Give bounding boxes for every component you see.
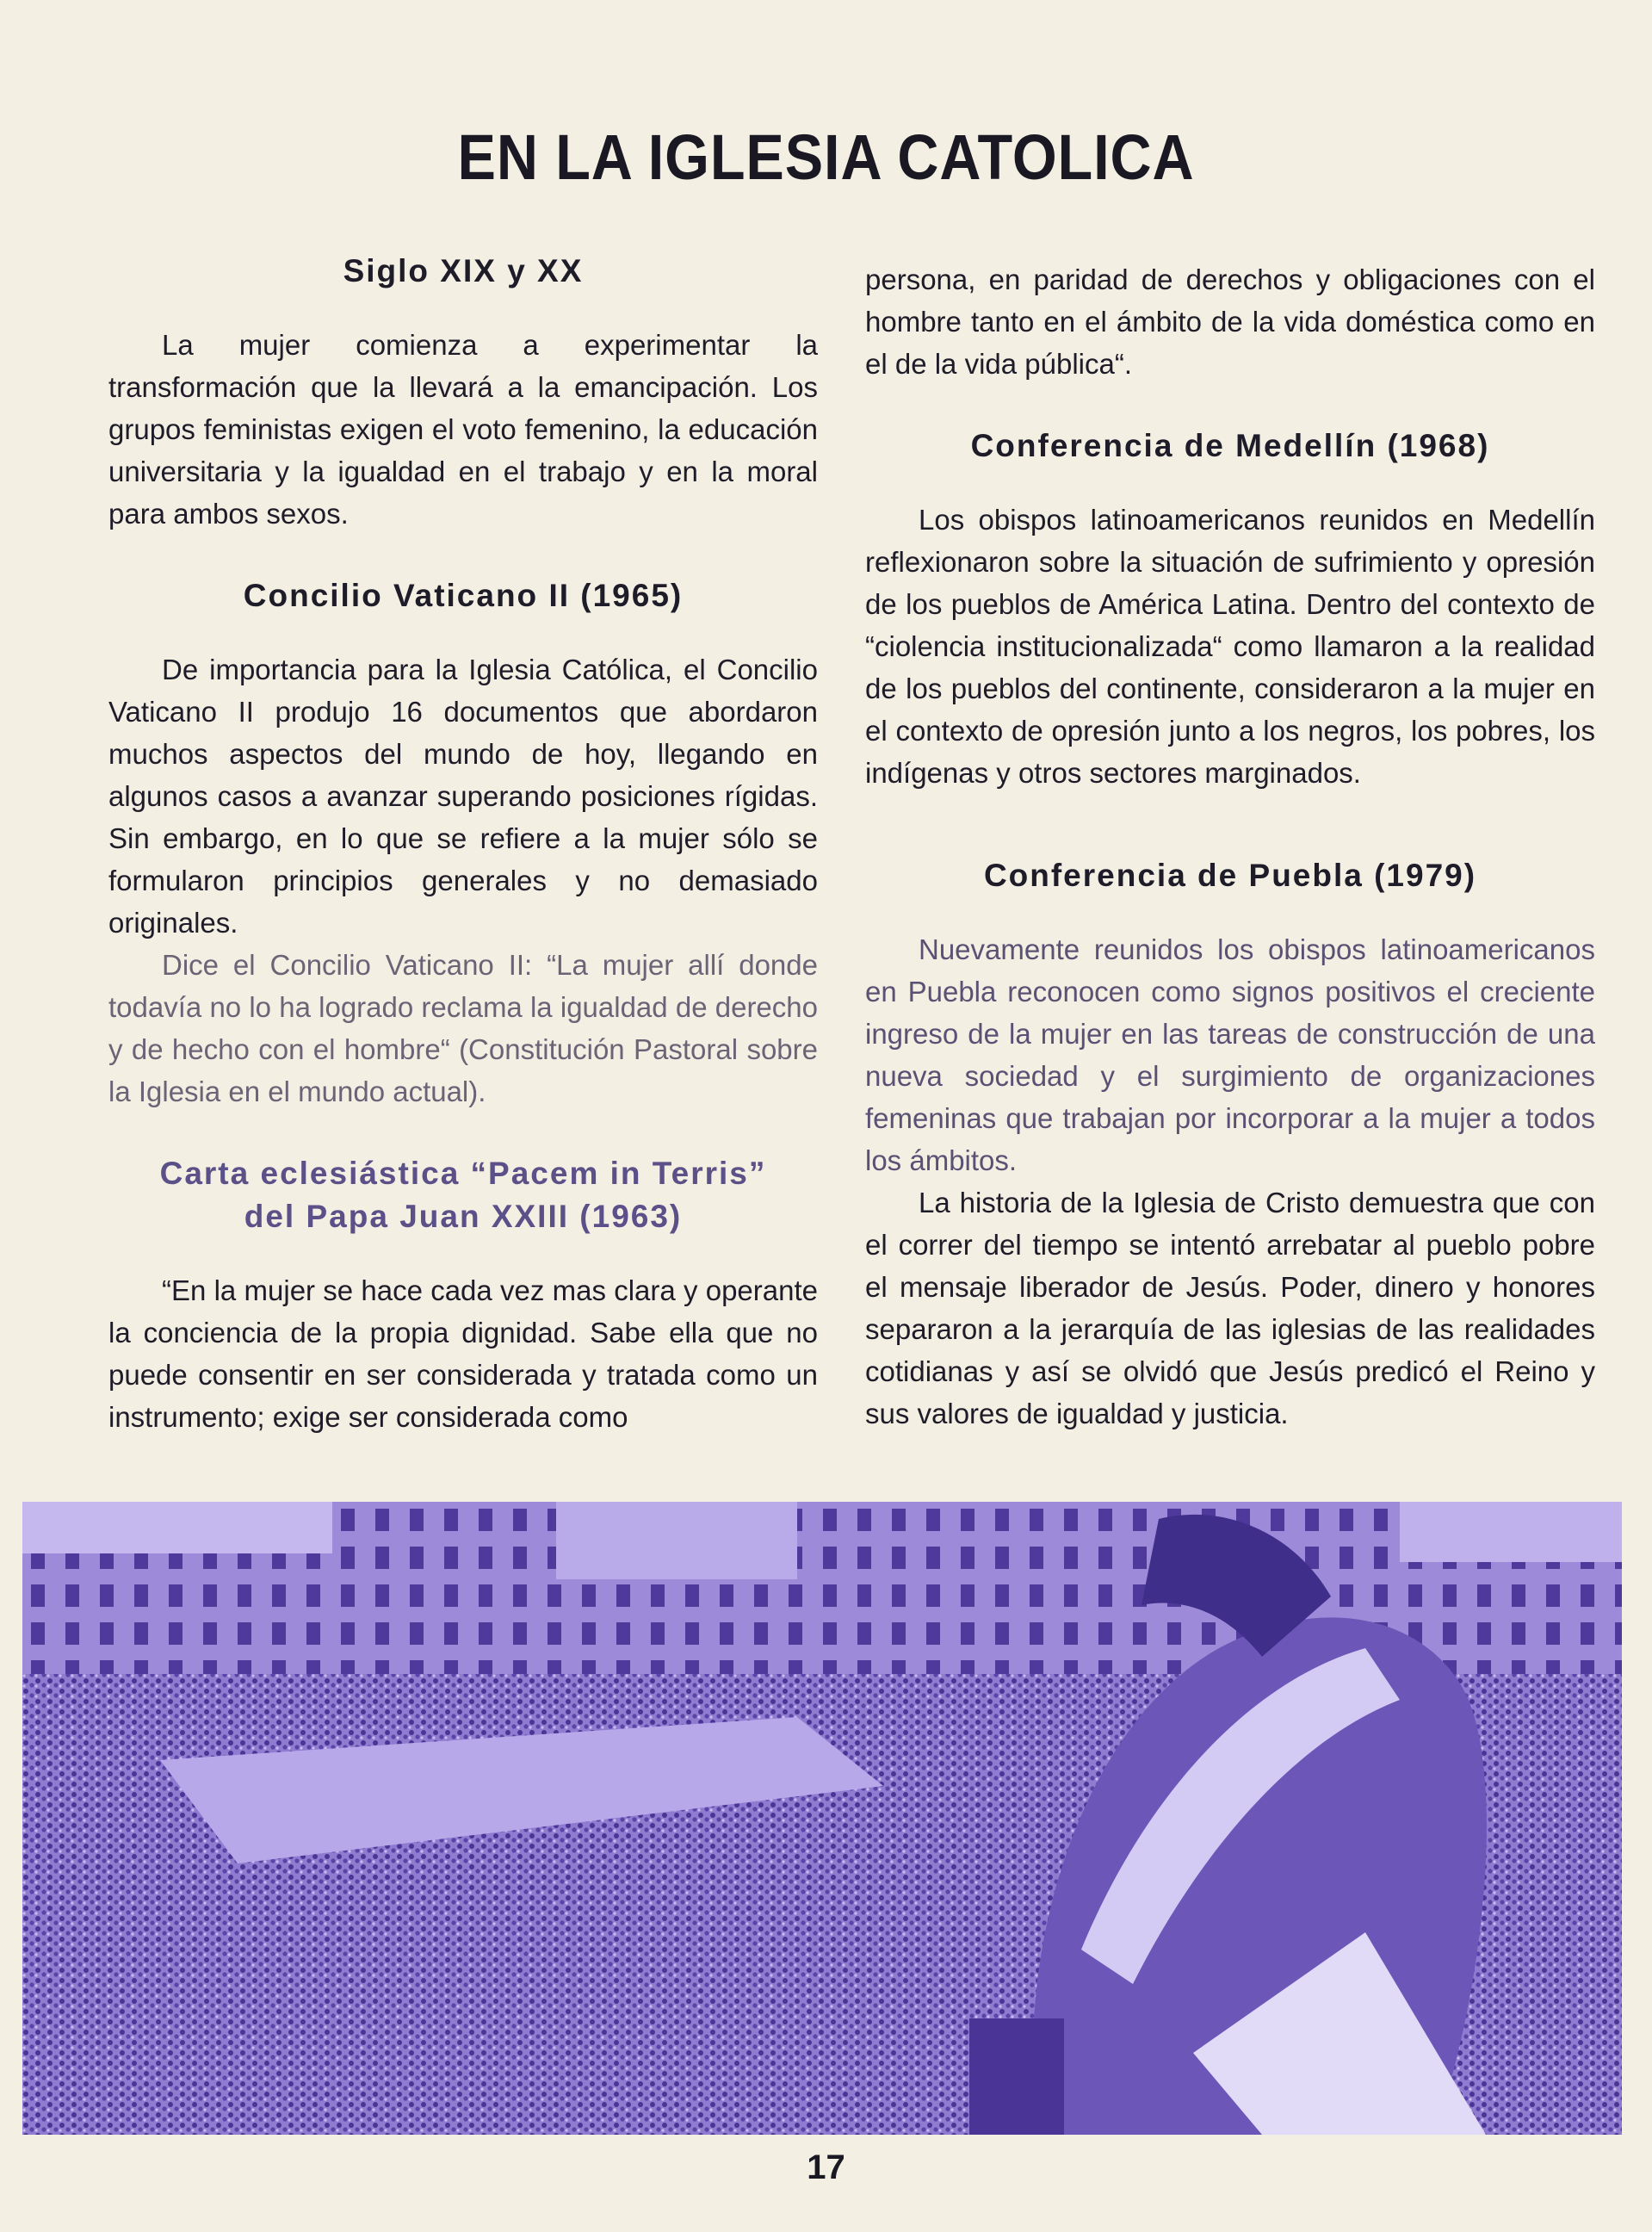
section-heading-pacem-line1: Carta eclesiástica “Pacem in Terris”	[159, 1156, 767, 1191]
section-heading-siglo: Siglo XIX y XX	[343, 253, 584, 288]
paragraph-vaticano-1: De importancia para la Iglesia Católica, el Concilio Vaticano II produjo 16 documentos que abordaron muchos aspectos del mundo de hoy, llegando en algunos casos a avanzar superando posiciones rígidas. Sin embargo, en lo que se refiere a la mujer sólo se formularon principios generales y no demasiado originales.	[108, 654, 818, 939]
paragraph-puebla-2: La historia de la Iglesia de Cristo demuestra que con el correr del tiempo se intentó arrebatar al pueblo pobre el mensaje liberador de Jesús. Poder, dinero y honores separaron a la jerarquía de las iglesias de las realidades cotidianas y así se olvidó que Jesús predicó el Reino y sus valores de igualdad y justicia.	[865, 1187, 1595, 1429]
section-heading-puebla: Conferencia de Puebla (1979)	[983, 858, 1477, 893]
paragraph-siglo: La mujer comienza a experimentar la transformación que la llevará a la emancipación. Los grupos feministas exigen el voto femenino, la educación universitaria y la igualdad en el trabajo y en la moral para ambos sexos.	[108, 329, 818, 530]
section-heading-vaticano: Concilio Vaticano II (1965)	[243, 578, 684, 613]
section-heading-pacem	[108, 1152, 818, 1238]
paragraph-puebla-1: Nuevamente reunidos los obispos latinoamericanos en Puebla reconocen como signos positivos el creciente ingreso de la mujer en las tareas de construcción de una nueva sociedad y el surgimiento de organizaciones femeninas que trabajan por incorporar a la mujer a todos los ámbitos.	[865, 933, 1595, 1176]
crowd-photo	[22, 1502, 1622, 2135]
paragraph-vaticano-2: Dice el Concilio Vaticano II: “La mujer allí donde todavía no lo ha logrado reclama la igualdad de derecho y de hecho con el hombre“ (Constitución Pastoral sobre la Iglesia en el mundo actual).	[108, 949, 818, 1107]
crowd-photo-illustration	[22, 1502, 1622, 2135]
paragraph-medellin: Los obispos latinoamericanos reunidos en Medellín reflexionaron sobre la situación de sufrimiento y opresión de los pueblos de América Latina. Dentro del contexto de “ciolencia institucionalizada“ como llamaron a la realidad de los pueblos del continente, consideraron a la mujer en el contexto de opresión junto a los negros, los pobres, los indígenas y otros sectores marginados.	[865, 504, 1595, 789]
page-number: 17	[807, 2148, 845, 2186]
section-heading-pacem-line2: del Papa Juan XXIII (1963)	[244, 1199, 683, 1234]
paragraph-pacem: “En la mujer se hace cada vez mas clara y operante la conciencia de la propia dignidad. Sabe ella que no puede consentir en ser considerada y tratada como un instrumento; exige ser considerada como	[108, 1274, 818, 1433]
paragraph-continuation: persona, en paridad de derechos y obligaciones con el hombre tanto en el ámbito de la vida doméstica como en el de la vida pública“.	[865, 264, 1595, 380]
left-column	[108, 250, 818, 1438]
page-title: EN LA IGLESIA CATOLICA	[457, 121, 1195, 193]
right-column	[865, 258, 1595, 1435]
section-heading-medellin: Conferencia de Medellín (1968)	[970, 428, 1490, 463]
